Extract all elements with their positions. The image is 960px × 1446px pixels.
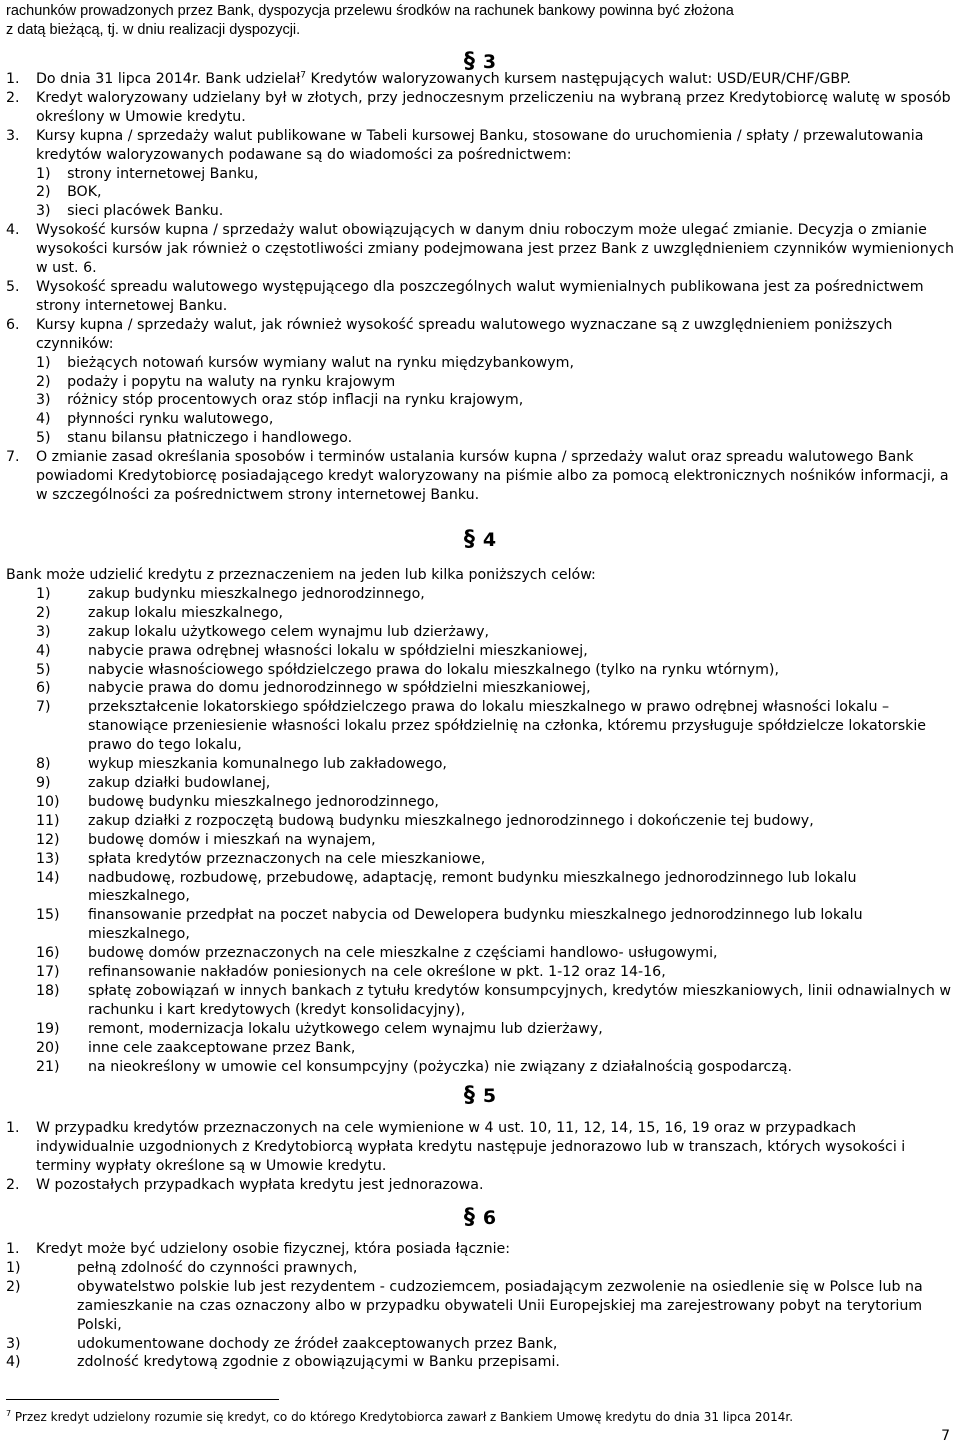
item-text: nabycie własnościowego spółdzielczego prawa do lokalu mieszkalnego (tylko na rynku wtórnym),: [88, 661, 779, 678]
footnote-ref: 7: [300, 70, 307, 81]
paragraph-sign: §: [463, 49, 475, 74]
item-number: 20): [36, 1039, 60, 1056]
item-number: 7): [36, 699, 51, 716]
item-number: 18): [36, 982, 60, 999]
item-number: 1): [6, 1259, 21, 1276]
list-item: [6, 755, 954, 774]
item-number: 3): [36, 623, 51, 640]
item-text: remont, modernizacja lokalu użytkowego celem wynajmu lub dzierżawy,: [88, 1020, 603, 1037]
item-number: 19): [36, 1020, 60, 1037]
item-number: 1.: [6, 71, 20, 87]
item-text: budowę domów i mieszkań na wynajem,: [88, 831, 376, 848]
intro-paragraph: [6, 2, 954, 40]
paragraph-sign: §: [463, 527, 475, 552]
item-text: przekształcenie lokatorskiego spółdzielczego prawa do lokalu mieszkalnego w prawo odrębnej własności lokalu – stanowiące przeniesienie własności lokalu przez spółdzielnię na członka, któremu przysługuje spółdzielcze lokatorskie prawo do tego lokalu,: [88, 699, 927, 754]
sub-item: [6, 391, 954, 410]
section-number: 3: [482, 51, 497, 73]
item-number: 2): [36, 604, 51, 621]
sub-item-text: podaży i popytu na waluty na rynku krajowym: [67, 373, 396, 390]
list-item: [6, 221, 954, 278]
list-item: [6, 623, 954, 642]
item-number: 15): [36, 907, 60, 924]
list-item: [6, 1176, 954, 1195]
list-item: [6, 982, 954, 1020]
item-number: 2.: [6, 89, 20, 106]
purpose-list: [6, 585, 954, 1077]
item-text: pełną zdolność do czynności prawnych,: [77, 1259, 358, 1276]
list-item: [6, 1335, 954, 1354]
list-item: [6, 850, 954, 869]
item-text: budowę budynku mieszkalnego jednorodzinnego,: [88, 793, 439, 810]
item-text: nabycie prawa do domu jednorodzinnego w spółdzielni mieszkaniowej,: [88, 680, 591, 697]
list-item: [6, 1039, 954, 1058]
section-4-heading: [0, 527, 960, 552]
item-text: Wysokość kursów kupna / sprzedaży walut obowiązujących w danym dniu roboczym może ulegać zmianie. Decyzja o zmianie wysokości kursów jak również o częstotliwości zmiany podejmowana jest przez Bank z uwzględnieniem czynników wymienionych w ust. 6.: [36, 222, 954, 277]
list-item: [6, 831, 954, 850]
sub-item-number: 1): [36, 354, 51, 371]
list-item: [6, 316, 954, 354]
item-number: 1): [36, 585, 51, 602]
item-text: nadbudowę, rozbudowę, przebudowę, adaptację, remont budynku mieszkalnego jednorodzinnego lub lokalu mieszkalnego,: [88, 869, 857, 905]
list-item: [6, 70, 954, 89]
list-item: [6, 812, 954, 831]
list-item: [6, 1278, 954, 1335]
item-text-cont: Kredytów waloryzowanych kursem następujących walut: USD/EUR/CHF/GBP.: [306, 71, 851, 87]
section-6-body: [6, 1240, 954, 1372]
footnote: [6, 1410, 906, 1425]
item-text: Kursy kupna / sprzedaży walut, jak również wysokość spreadu walutowego wyznaczane są z uwzględnieniem poniższych czynników:: [36, 316, 893, 352]
footnote-text: Przez kredyt udzielony rozumie się kredyt, co do którego Kredytobiorca zawarł z Bankiem Umowę kredytu do dnia 31 lipca 2014r.: [11, 1410, 794, 1424]
item-number: 13): [36, 850, 60, 867]
item-number: 14): [36, 869, 60, 886]
item-text: spłatę zobowiązań w innych bankach z tytułu kredytów konsumpcyjnych, kredytów mieszkaniowych, linii odnawialnych w rachunku i kart kredytowych (kredyt konsolidacyjny),: [88, 982, 951, 1018]
requirement-list: [6, 1259, 954, 1372]
item-number: 1.: [6, 1241, 20, 1257]
item-number: 3): [6, 1335, 21, 1352]
section-4-lead: Bank może udzielić kredytu z przeznaczeniem na jeden lub kilka poniższych celów:: [6, 567, 596, 583]
sub-item-text: strony internetowej Banku,: [67, 165, 259, 182]
item-text: zakup lokalu mieszkalnego,: [88, 604, 284, 621]
list-item: [6, 448, 954, 505]
item-number: 2.: [6, 1176, 20, 1193]
list-item: [6, 1240, 954, 1259]
list-item: [6, 793, 954, 812]
list-item: [6, 963, 954, 982]
list-item: [6, 679, 954, 698]
section-3-body: [6, 70, 954, 505]
item-text: Kredyt może być udzielony osobie fizycznej, która posiada łącznie:: [36, 1241, 511, 1257]
list-item: [6, 661, 954, 680]
section-5-body: [6, 1119, 954, 1195]
list-item: [6, 585, 954, 604]
list-item: [6, 1259, 954, 1278]
item-text: spłata kredytów przeznaczonych na cele mieszkaniowe,: [88, 850, 486, 867]
sub-item: [6, 165, 954, 184]
sub-item-text: różnicy stóp procentowych oraz stóp inflacji na rynku krajowym,: [67, 392, 524, 409]
item-text: wykup mieszkania komunalnego lub zakładowego,: [88, 756, 447, 773]
intro-line-2: z datą bieżącą, tj. w dniu realizacji dyspozycji.: [6, 21, 301, 38]
item-number: 4.: [6, 222, 20, 239]
list-item: [6, 127, 954, 165]
item-number: 12): [36, 831, 60, 848]
sub-item-text: BOK,: [67, 184, 102, 201]
sub-item-number: 3): [36, 392, 51, 409]
list-item: [6, 642, 954, 661]
sub-item: [6, 429, 954, 448]
sub-item: [6, 373, 954, 392]
list-item: [6, 1058, 954, 1077]
item-text: Kursy kupna / sprzedaży walut publikowane w Tabeli kursowej Banku, stosowane do uruchomienia / spłaty / przewalutowania kredytów waloryzowanych podawane są do wiadomości za pośrednictwem:: [36, 127, 924, 163]
item-text: nabycie prawa odrębnej własności lokalu w spółdzielni mieszkaniowej,: [88, 642, 588, 659]
list-item: [6, 1020, 954, 1039]
paragraph-sign: §: [463, 1205, 475, 1230]
item-text: W pozostałych przypadkach wypłata kredytu jest jednorazowa.: [36, 1176, 484, 1193]
sub-item-text: bieżących notowań kursów wymiany walut na rynku międzybankowym,: [67, 354, 575, 371]
sub-item-number: 1): [36, 165, 51, 182]
item-number: 6.: [6, 316, 20, 333]
sub-item: [6, 202, 954, 221]
footnote-divider: [6, 1399, 279, 1400]
item-text: inne cele zaakceptowane przez Bank,: [88, 1039, 356, 1056]
item-text: W przypadku kredytów przeznaczonych na cele wymienione w 4 ust. 10, 11, 12, 14, 15, 16, 19 oraz w przypadkach indywidualnie uzgodnionych z Kredytobiorcą wypłata kredytu następuje jednorazowo lub w transzach, których wysokości i terminy wypłaty określone są w Umowie kredytu.: [36, 1120, 906, 1174]
sub-item: [6, 354, 954, 373]
intro-line-1: rachunków prowadzonych przez Bank, dyspozycja przelewu środków na rachunek bankowy powinna być złożona: [6, 3, 734, 19]
item-number: 1.: [6, 1120, 20, 1136]
item-text: Kredyt waloryzowany udzielany był w złotych, przy jednoczesnym przeliczeniu na wybraną przez Kredytobiorcę walutę w sposób określony w Umowie kredytu.: [36, 89, 951, 125]
item-number: 9): [36, 774, 51, 791]
item-text: zakup działki z rozpoczętą budową budynku mieszkalnego jednorodzinnego i dokończenie tej budowy,: [88, 812, 814, 829]
item-text: zakup budynku mieszkalnego jednorodzinnego,: [88, 585, 425, 602]
item-text: Do dnia 31 lipca 2014r. Bank udzielał: [36, 71, 301, 87]
item-text: obywatelstwo polskie lub jest rezydentem - cudzoziemcem, posiadającym zezwolenie na osiedlenie się w Polsce lub na zamieszkanie na czas oznaczony albo w przypadku obywateli Unii Europejskiej ma zarejestrowany pobyt na terytorium Polski,: [77, 1278, 923, 1333]
section-5-heading: [0, 1083, 960, 1108]
item-number: 8): [36, 756, 51, 773]
item-number: 17): [36, 964, 60, 981]
sub-item-number: 4): [36, 411, 51, 428]
item-number: 4): [36, 642, 51, 659]
list-item: [6, 604, 954, 623]
item-number: 5): [36, 661, 51, 678]
item-text: zdolność kredytową zgodnie z obowiązującymi w Banku przepisami.: [77, 1354, 560, 1371]
list-item: [6, 906, 954, 944]
section-number: 5: [482, 1085, 497, 1107]
item-number: 7.: [6, 449, 20, 466]
item-text: na nieokreślony w umowie cel konsumpcyjny (pożyczka) nie związany z działalnością gospodarczą.: [88, 1058, 792, 1075]
item-text: refinansowanie nakładów poniesionych na cele określone w pkt. 1-12 oraz 14-16,: [88, 964, 666, 981]
item-number: 2): [6, 1278, 21, 1295]
sub-item: [6, 410, 954, 429]
page-number: 7: [941, 1428, 950, 1444]
sub-item: [6, 183, 954, 202]
item-text: zakup lokalu użytkowego celem wynajmu lub dzierżawy,: [88, 623, 490, 640]
footnote-marker: 7: [6, 1409, 12, 1418]
sub-item-number: 3): [36, 203, 51, 220]
list-item: [6, 774, 954, 793]
paragraph-sign: §: [463, 1083, 475, 1108]
section-4-body: [6, 566, 954, 1076]
sub-item-number: 5): [36, 430, 51, 447]
section-number: 6: [482, 1207, 497, 1229]
sub-item-number: 2): [36, 373, 51, 390]
item-number: 4): [6, 1354, 21, 1371]
section-6-heading: [0, 1205, 960, 1230]
sub-item-text: sieci placówek Banku.: [67, 203, 224, 220]
section-number: 4: [482, 529, 497, 551]
list-item: [6, 698, 954, 755]
list-item: [6, 944, 954, 963]
list-item: [6, 869, 954, 907]
sub-item-text: płynności rynku walutowego,: [67, 411, 274, 428]
list-item: [6, 89, 954, 127]
list-item: [6, 1353, 954, 1372]
item-text: budowę domów przeznaczonych na cele mieszkalne z częściami handlowo- usługowymi,: [88, 945, 718, 962]
sub-item-number: 2): [36, 184, 51, 201]
list-item: [6, 1119, 954, 1176]
list-item: [6, 278, 954, 316]
item-number: 6): [36, 680, 51, 697]
item-text: finansowanie przedpłat na poczet nabycia od Dewelopera budynku mieszkalnego jednorodzinnego lub lokalu mieszkalnego,: [88, 907, 863, 943]
item-number: 16): [36, 945, 60, 962]
item-number: 11): [36, 812, 60, 829]
item-number: 3.: [6, 127, 20, 144]
item-text: O zmianie zasad określania sposobów i terminów ustalania kursów kupna / sprzedaży walut oraz spreadu walutowego Bank powiadomi Kredytobiorcę posiadającego kredyt waloryzowany na piśmie albo za pomocą elektronicznych nośników informacji, a w szczególności za pośrednictwem strony internetowej Banku.: [36, 449, 949, 503]
item-text: Wysokość spreadu walutowego występującego dla poszczególnych walut wymienialnych publikowana jest za pośrednictwem strony internetowej Banku.: [36, 278, 924, 314]
item-number: 5.: [6, 278, 20, 295]
item-number: 10): [36, 793, 60, 810]
item-number: 21): [36, 1058, 60, 1075]
item-text: zakup działki budowlanej,: [88, 774, 271, 791]
item-text: udokumentowane dochody ze źródeł zaakceptowanych przez Bank,: [77, 1335, 558, 1352]
sub-item-text: stanu bilansu płatniczego i handlowego.: [67, 430, 353, 447]
